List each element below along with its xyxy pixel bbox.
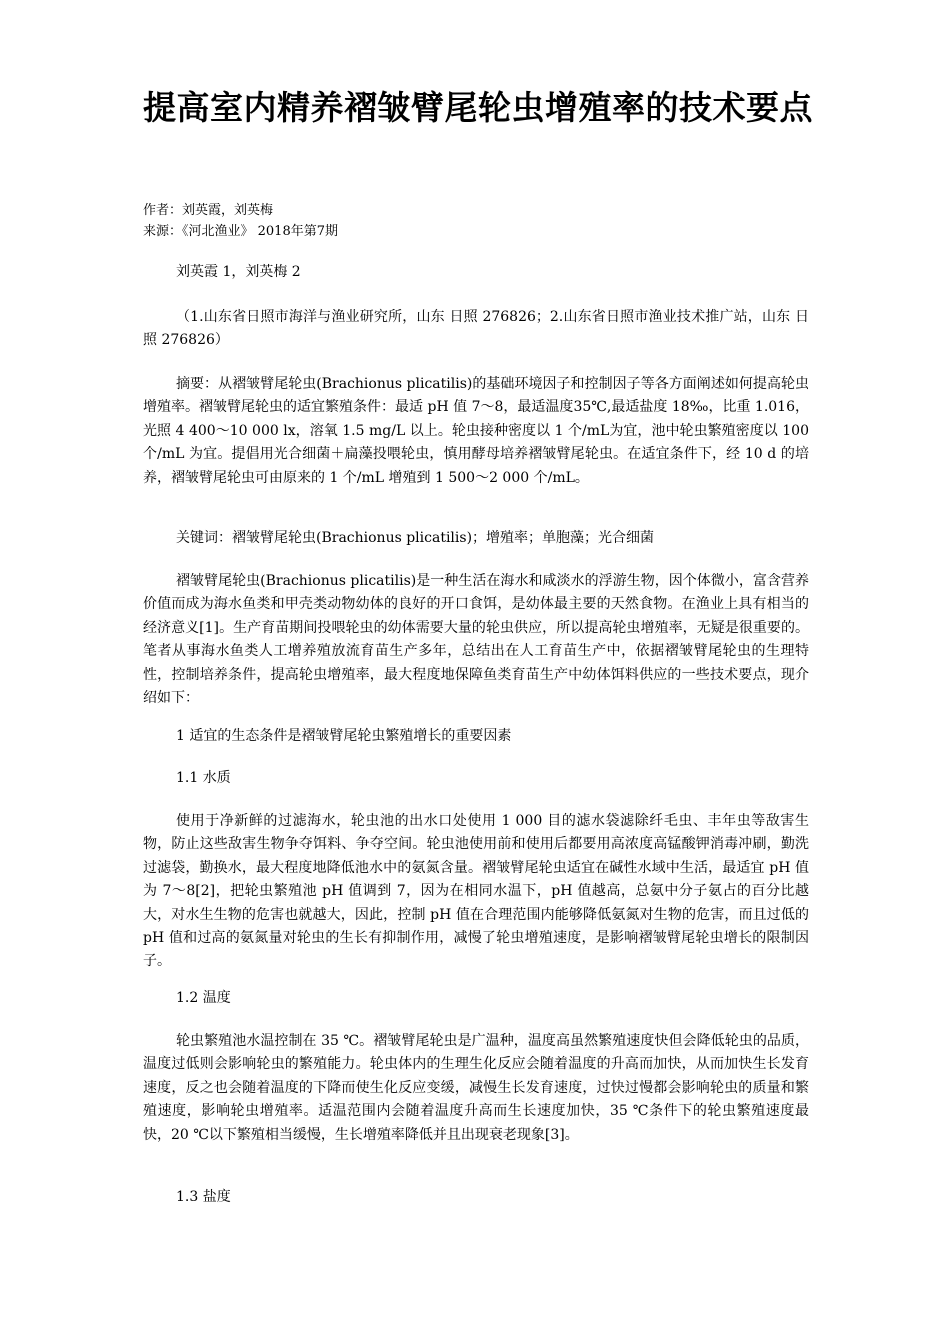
section-1-2-heading: 1.2 温度 xyxy=(176,990,231,1006)
keywords-paragraph: 关键词：褶皱臂尾轮虫(Brachionus plicatilis)；增殖率；单胞藻；光合细菌 xyxy=(176,530,655,546)
intro-paragraph: 褶皱臂尾轮虫(Brachionus plicatilis)是一种生活在海水和咸淡水的浮游生物，因个体微小，富含营养价值而成为海水鱼类和甲壳类动物幼体的良好的开口食饵，是幼体最主要的天然食物。在渔业上具有相当的经济意义[1]。生产育苗期间投喂轮虫的幼体需要大量的轮虫供应，所以提高轮虫增殖率，无疑是很重要的。笔者从事海水鱼类人工增养殖放流育苗生产多年，总结出在人工育苗生产中，依据褶皱臂尾轮虫的生理特性，控制培养条件，提高轮虫增殖率，最大程度地保障鱼类育苗生产中幼体饵料供应的一些技术要点，现介绍如下： xyxy=(143,573,809,707)
temperature-paragraph: 轮虫繁殖池水温控制在 35 ℃。褶皱臂尾轮虫是广温种，温度高虽然繁殖速度快但会降低轮虫的品质，温度过低则会影响轮虫的繁殖能力。轮虫体内的生理生化反应会随着温度的升高而加快，从而加快生长发育速度，反之也会随着温度的下降而使生化反应变缓，减慢生长发育速度，过快过慢都会影响轮虫的质量和繁殖速度，影响轮虫增殖率。适温范围内会随着温度升高而生长速度加快，35 ℃条件下的轮虫繁殖速度最快，20 ℃以下繁殖相当缓慢，生长增殖率降低并且出现衰老现象[3]。 xyxy=(143,1033,809,1143)
section-1-3-heading: 1.3 盐度 xyxy=(176,1189,231,1205)
section-1-heading: 1 适宜的生态条件是褶皱臂尾轮虫繁殖增长的重要因素 xyxy=(176,728,512,744)
author-line: 作者：刘英霞，刘英梅 xyxy=(143,203,274,218)
abstract-paragraph: 摘要：从褶皱臂尾轮虫(Brachionus plicatilis)的基础环境因子和控制因子等各方面阐述如何提高轮虫增殖率。褶皱臂尾轮虫的适宜繁殖条件：最适 pH 值 7～8，最适温度35℃,最适盐度 18‰，比重 1.016，光照 4 400～10 000 lx，溶氧 1.5 mg/L 以上。轮虫接种密度以 1 个/mL为宜，池中轮虫繁殖密度以 100 个/mL 为宜。提倡用光合细菌＋扁藻投喂轮虫，慎用酵母培养褶皱臂尾轮虫。在适宜条件下，经 10 d 的培养，褶皱臂尾轮虫可由原来的 1 个/mL 增殖到 1 500～2 000 个/mL。 xyxy=(143,376,809,486)
source-line: 来源：《河北渔业》 2018年第7期 xyxy=(143,224,338,239)
affiliation-paragraph: （1.山东省日照市海洋与渔业研究所，山东 日照 276826；2.山东省日照市渔业技术推广站，山东 日照 276826） xyxy=(143,309,809,349)
water-quality-paragraph: 使用于净新鲜的过滤海水，轮虫池的出水口处使用 1 000 目的滤水袋滤除纤毛虫、丰年虫等敌害生物，防止这些敌害生物争夺饵料、争夺空间。轮虫池使用前和使用后都要用高浓度高锰酸钾消毒冲刷，勤洗过滤袋，勤换水，最大程度地降低池水中的氨氮含量。褶皱臂尾轮虫适宜在碱性水域中生活，最适宜 pH 值为 7～8[2]，把轮虫繁殖池 pH 值调到 7，因为在相同水温下，pH 值越高，总氨中分子氨占的百分比越大，对水生生物的危害也就越大，因此，控制 pH 值在合理范围内能够降低氨氮对生物的危害，而且过低的 pH 值和过高的氨氮量对轮虫的生长有抑制作用，减慢了轮虫增殖速度，是影响褶皱臂尾轮虫增长的限制因子。 xyxy=(143,813,809,970)
section-1-1-heading: 1.1 水质 xyxy=(176,770,231,786)
article-title: 提高室内精养褶皱臂尾轮虫增殖率的技术要点 xyxy=(143,88,813,127)
authors-paragraph: 刘英霞 1，刘英梅 2 xyxy=(176,264,301,280)
